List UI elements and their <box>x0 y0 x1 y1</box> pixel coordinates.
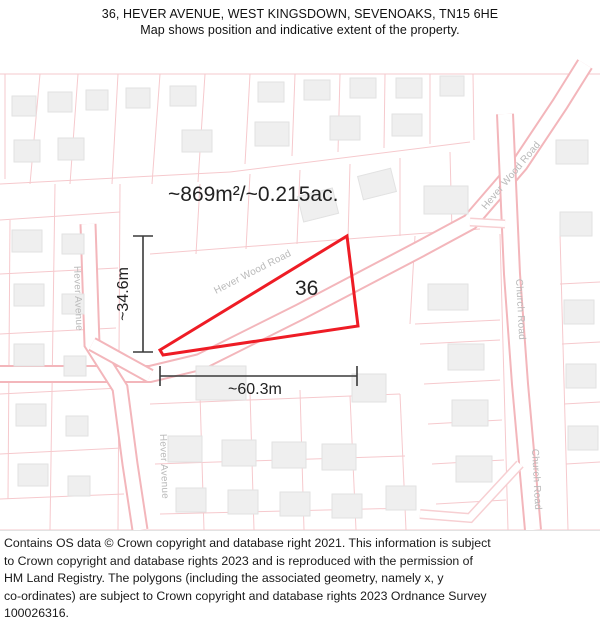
height-label: ~34.6m <box>115 267 132 321</box>
footer-line-4: co-ordinates) are subject to Crown copyright and database rights 2023 Ordnance Survey <box>4 588 487 603</box>
map-canvas[interactable] <box>0 44 600 530</box>
street-label-hever-wood-road-upper: Hever Wood Road <box>479 139 543 212</box>
width-label: ~60.3m <box>228 381 282 398</box>
footer-line-5: 100026316. <box>4 606 69 621</box>
footer-line-2: to Crown copyright and database rights 2023 and is reproduced with the permission of <box>4 553 473 568</box>
map-header <box>0 0 600 38</box>
street-label-church-road-lower: Church Road <box>529 448 544 511</box>
copyright-footer <box>0 530 600 623</box>
page-subtitle: Map shows position and indicative extent of the property. <box>140 23 460 37</box>
street-label-hever-wood-road: Hever Wood Road <box>212 248 294 297</box>
footer-line-1: Contains OS data © Crown copyright and database right 2021. This information is subject <box>4 536 491 550</box>
street-label-hever-avenue-lower: Hever Avenue <box>157 433 171 500</box>
street-label-hever-avenue: Hever Avenue <box>71 265 85 332</box>
plot-number-label: 36 <box>295 277 319 300</box>
top-right-lane-fill <box>470 222 505 224</box>
footer-line-3: HM Land Registry. The polygons (including the associated geometry, namely x, y <box>4 571 444 586</box>
page-title: 36, HEVER AVENUE, WEST KINGSDOWN, SEVENOAKS, TN15 6HE <box>101 7 499 21</box>
area-label: ~869m²/~0.215ac. <box>168 183 339 206</box>
street-label-church-road: Church Road <box>513 278 528 341</box>
